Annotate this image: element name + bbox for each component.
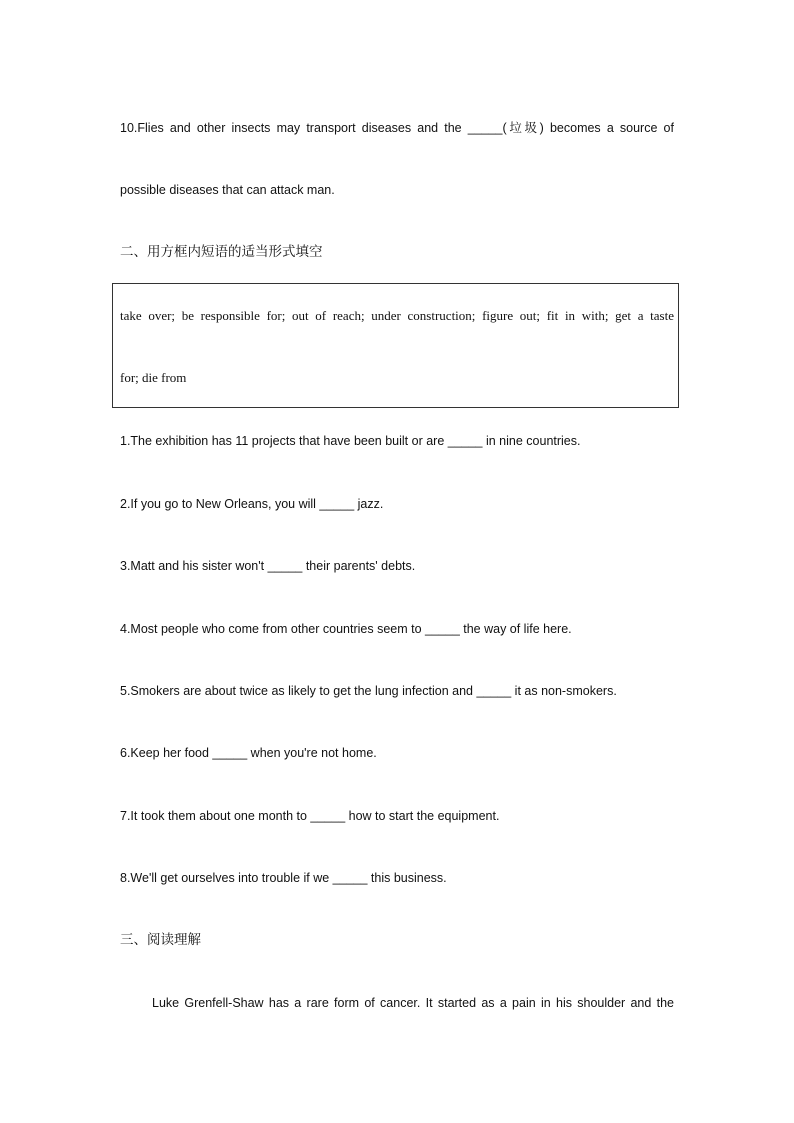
phrase-box bbox=[112, 283, 679, 408]
passage-line-1: Luke Grenfell-Shaw has a rare form of cancer. It started as a pain in his shoulder and the bbox=[152, 996, 674, 1010]
section-2-heading: 二、用方框内短语的适当形式填空 bbox=[120, 244, 323, 260]
question-6: 6.Keep her food _____ when you're not home. bbox=[120, 746, 377, 760]
phrase-box-line-2: for; die from bbox=[120, 370, 187, 385]
question-7: 7.It took them about one month to _____ how to start the equipment. bbox=[120, 809, 500, 823]
question-3: 3.Matt and his sister won't _____ their parents' debts. bbox=[120, 559, 416, 573]
question-4: 4.Most people who come from other countries seem to _____ the way of life here. bbox=[120, 622, 572, 636]
phrase-box-line-1: take over; be responsible for; out of reach; under construction; figure out; fit in with; get a taste bbox=[120, 308, 674, 323]
question-10-line-1: 10.Flies and other insects may transport diseases and the _____(垃圾) becomes a source of bbox=[120, 121, 674, 135]
question-10-line-2: possible diseases that can attack man. bbox=[120, 183, 335, 197]
question-2: 2.If you go to New Orleans, you will _____ jazz. bbox=[120, 497, 384, 511]
question-8: 8.We'll get ourselves into trouble if we _____ this business. bbox=[120, 871, 447, 885]
question-5: 5.Smokers are about twice as likely to get the lung infection and _____ it as non-smokers. bbox=[120, 684, 617, 698]
question-1: 1.The exhibition has 11 projects that have been built or are _____ in nine countries. bbox=[120, 434, 581, 448]
section-3-heading: 三、阅读理解 bbox=[120, 932, 201, 948]
